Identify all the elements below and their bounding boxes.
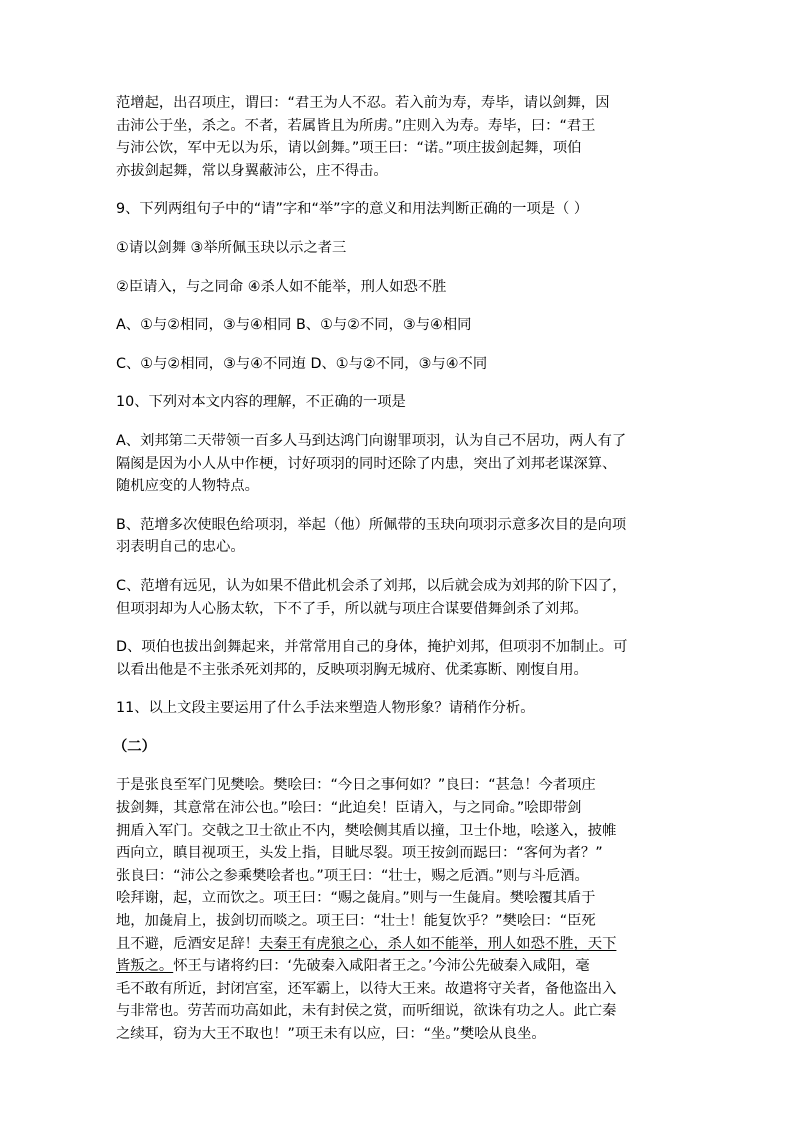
text-line (116, 955, 686, 978)
text-line: 拔剑舞，其意常在沛公也。”哙曰：“此迫矣！臣请入，与之同命。”哙即带剑 (116, 800, 582, 817)
question-10 (116, 391, 686, 681)
plain-text: 且不避，卮酒安足辞！ (116, 935, 259, 952)
text-line: 范增起，出召项庄，谓曰：“君王为人不忍。若入前为寿，寿毕，请以剑舞，因 (116, 95, 610, 111)
text-line: 拥盾入军门。交戟之卫士欲止不内，樊哙侧其盾以撞，卫士仆地，哙遂入，披帷 (116, 822, 617, 839)
underlined-text: 夫秦王有虎狼之心，杀人如不能举，刑人如恐不胜，天下 (258, 935, 617, 952)
text-line: 亦拔剑起舞，常以身翼蔽沛公，庄不得击。 (116, 162, 388, 179)
text-line: B、范增多次使眼色给项羽，举起（他）所佩带的玉玦向项羽示意多次目的是向项 (116, 516, 627, 533)
section-heading-2: （二） (113, 738, 156, 755)
underlined-text: 皆叛之。 (116, 958, 174, 975)
text-line: 哙拜谢，起，立而饮之。项王曰：“赐之彘肩。”则与一生彘肩。樊哙覆其盾于 (116, 890, 596, 907)
text-line: 之续耳，窃为大王不取也！”项王未有以应，曰：“坐。”樊哙从良坐。 (116, 1026, 546, 1042)
text-line: 随机应变的人物特点。 (116, 478, 259, 495)
document-page (113, 92, 686, 1046)
text-line: 以看出他是不主张杀死刘邦的，反映项羽胸无城府、优柔寡断、刚愎自用。 (116, 661, 588, 678)
text-line: 毛不敢有所近，封闭宫室，还军霸上，以待大王来。故遣将守关者，备他盗出入 (116, 980, 617, 997)
question-9-options-cd: C、①与②相同，③与④不同迶 D、①与②不同，③与④不同 (116, 355, 488, 372)
text-line: A、刘邦第二天带领一百多人马到达鸿门向谢罪项羽，认为自己不居功，两人有了 (116, 432, 627, 449)
question-9-options-ab: A、①与②相同，③与④相同 B、①与②不同，③与④相同 (116, 317, 472, 334)
question-10-option-d (116, 636, 686, 681)
text-line: 张良曰：“沛公之参乘樊哙者也。”项王曰：“壮士，赐之卮酒。”则与斗卮酒。 (116, 867, 589, 884)
question-9-stem: 9、下列两组句子中的“请”字和“举”字的意义和用法判断正确的一项是（ ） (116, 201, 589, 218)
question-11 (116, 697, 686, 720)
text-line: 隔阂是因为小人从中作梗，讨好项羽的同时还除了内患，突出了刘邦老谋深算、 (116, 455, 617, 472)
passage-excerpt-2 (116, 774, 686, 1045)
text-line: 但项羽却为人心肠太软，下不了手，所以就与项庄合谋要借舞剑杀了刘邦。 (116, 600, 588, 617)
passage-excerpt-1 (116, 92, 686, 182)
text-line: 击沛公于坐，杀之。不者，若属皆且为所虏。”庄则入为寿。寿毕，曰：“君王 (116, 117, 596, 134)
text-line: 与非常也。劳苦而功高如此，未有封侯之赏，而听细说，欲诛有功之人。此亡秦 (116, 1003, 617, 1020)
text-line: 与沛公饮，军中无以为乐，请以剑舞。”项王曰：“诺。”项庄拔剑起舞，项伯 (116, 140, 582, 157)
text-line: C、范增有远见，认为如果不借此机会杀了刘邦，以后就会成为刘邦的阶下囚了， (116, 577, 627, 594)
question-9 (116, 198, 686, 375)
question-9-sentences-2: ②臣请入，与之同命 ④杀人如不能举，刑人如恐不胜 (116, 278, 447, 295)
text-line: 西向立，瞋目视项王，头发上指，目眦尽裂。项王按剑而跽曰：“客何为者？” (116, 845, 603, 862)
plain-text: 怀王与诸将约曰：‘先破秦入咸阳者王之。’今沛公先破秦入咸阳，毫 (173, 958, 590, 975)
question-10-stem: 10、下列对本文内容的理解，不正确的一项是 (116, 394, 406, 411)
text-line: 羽表明自己的忠心。 (116, 539, 245, 556)
question-10-option-a (116, 430, 686, 498)
question-10-option-b (116, 514, 686, 559)
text-line: D、项伯也拔出剑舞起来，并常常用自己的身体，掩护刘邦，但项羽不加制止。可 (116, 639, 628, 656)
text-line (116, 933, 686, 956)
question-11-stem: 11、以上文段主要运用了什么手法来塑造人物形象？请稍作分析。 (116, 700, 535, 717)
text-line: 地，加彘肩上，拔剑切而啖之。项王曰：“壮士！能复饮乎？”樊哙曰：“臣死 (116, 913, 596, 930)
question-10-option-c (116, 575, 686, 620)
text-line: 于是张良至军门见樊哙。樊哙曰：“今日之事何如？”良曰：“甚急！今者项庄 (116, 777, 596, 794)
question-9-sentences-1: ①请以剑舞 ③举所佩玉玦以示之者三 (116, 239, 347, 256)
